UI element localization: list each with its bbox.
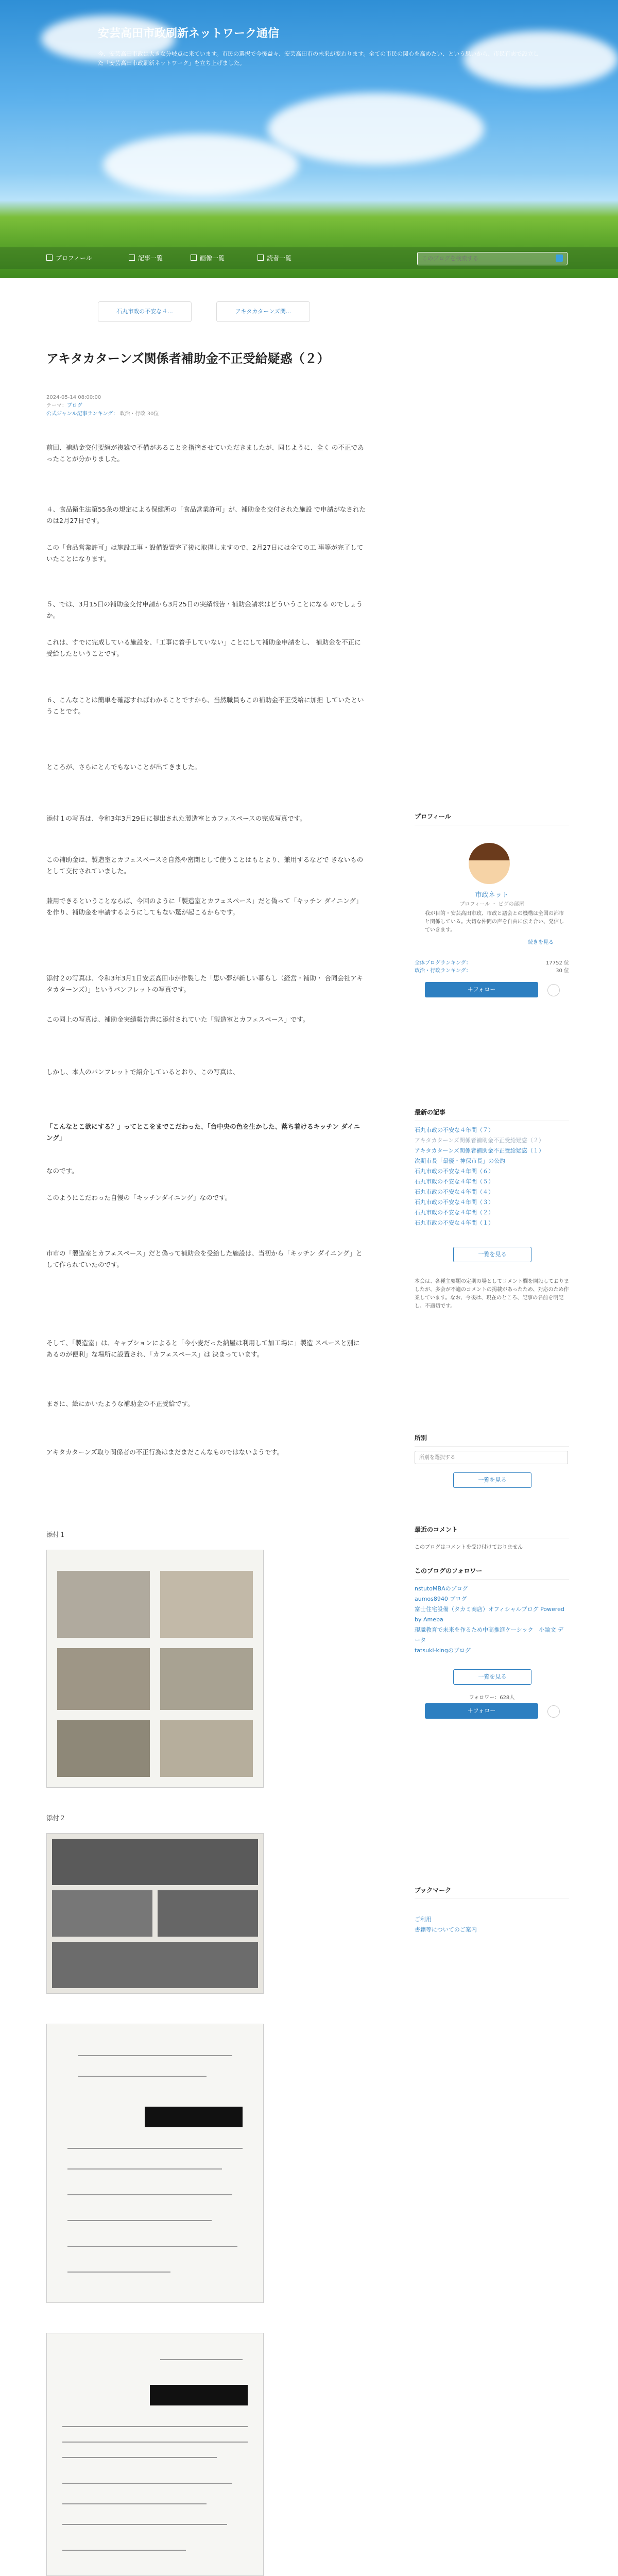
text-line xyxy=(62,2457,217,2458)
ranking-label[interactable]: 政治・行政ランキング： xyxy=(415,968,471,974)
text-line xyxy=(67,2272,170,2273)
text-line xyxy=(67,2194,232,2195)
ranking-box xyxy=(415,958,569,974)
more-icon[interactable] xyxy=(547,984,560,996)
nav-label: 画像一覧 xyxy=(200,255,225,262)
recent-article-link[interactable]: 石丸市政の不安な４年間（７） xyxy=(415,1127,494,1133)
redaction xyxy=(145,2107,243,2127)
theme-more-button[interactable]: 一覧を見る xyxy=(453,1472,531,1488)
paragraph: なのです。 xyxy=(46,1167,78,1175)
nav-label: 記事一覧 xyxy=(138,255,163,262)
paragraph: アキタカターンズ取り関係者の不正行為はまだまだこんなものではないようです。 xyxy=(46,1448,284,1456)
widget-title: プロフィール xyxy=(415,813,451,820)
profile-text: 我が目的・安芸高田市政、市政と議会との機構は全国の都市と関係している。大切な仲間の声を自由に伝え合い、発信していきます。 xyxy=(425,911,564,933)
photo xyxy=(52,1839,258,1885)
paragraph: まさに、絵にかいたような補助金の不正受給です。 xyxy=(46,1400,194,1408)
recent-articles-widget xyxy=(415,1108,569,1309)
global-nav xyxy=(0,247,618,269)
recent-more-button[interactable]: 一覧を見る xyxy=(453,1247,531,1262)
follower-link[interactable]: nstutoMBAのブログ xyxy=(415,1585,468,1592)
paragraph: ４、食品衛生法第55条の規定による保健所の「食品営業許可」が、補助金を交付された施設 で申請がなされたのは2月27日です。 xyxy=(46,505,366,524)
nav-label: 読者一覧 xyxy=(267,255,292,262)
blog-title[interactable]: 安芸高田市政刷新ネットワーク通信 xyxy=(98,27,280,40)
next-article-label: アキタカターンズ関... xyxy=(235,308,291,315)
ranking-label[interactable]: 全体ブログランキング： xyxy=(415,960,471,966)
photo xyxy=(57,1720,150,1777)
paragraph: 添付１の写真は、令和3年3月29日に提出された製造室とカフェスペースの完成写真です。 xyxy=(46,815,306,822)
notice-text: 本会は、各種主要題の定期の場としてコメント欄を開設しておりましたが、多会が不適のコメントの掲載があったため、対応のため作業しています。なお、今後は、現在のところ、記事の名前を明記し、不適切です。 xyxy=(415,1279,569,1309)
search-icon[interactable] xyxy=(556,255,563,262)
ranking-value: 30 位 xyxy=(556,968,569,974)
follower-link[interactable]: 富士住宅設備（タカミ商店）オフィシャルブログ Powered by Ameba xyxy=(415,1606,564,1623)
paragraph: 兼用できるということならば、今回のように「製造室とカフェスペース」だと偽って「キッチン ダイニング」を作り、補助金を申請するようにしてもない驚が起こるからです。 xyxy=(46,897,363,916)
profile-more-link[interactable]: 続きを見る xyxy=(528,940,554,945)
text-line xyxy=(160,2359,243,2360)
avatar[interactable] xyxy=(469,843,510,884)
paragraph: この同上の写真は、補助金実績報告書に添付されていた「製造室とカフェスペース」です。 xyxy=(46,1015,310,1023)
prev-article-label: 石丸市政の不安な４... xyxy=(116,308,173,315)
profile-icon xyxy=(46,255,53,261)
bookmark-list xyxy=(415,1914,569,1935)
recent-article-link[interactable]: 石丸市政の不安な４年間（３） xyxy=(415,1199,494,1206)
follow-button-2[interactable]: ＋フォロー xyxy=(425,1703,538,1719)
attachment-image-1[interactable] xyxy=(46,1550,264,1788)
followers-widget xyxy=(415,1566,569,1714)
photo xyxy=(52,1942,258,1988)
text-line xyxy=(62,2483,232,2484)
widget-title: 最新の記事 xyxy=(415,1109,446,1116)
reader-icon xyxy=(258,255,264,261)
recent-article-link[interactable]: アキタカターンズ関係者補助金不正受給疑惑（２） xyxy=(415,1137,544,1144)
list-icon xyxy=(129,255,135,261)
comments-text: このブログはコメントを受け付けておりません xyxy=(415,1545,523,1550)
paragraph: 添付２の写真は、令和3年3月1日安芸高田市が作製した「思い夢が新しい暮らし（経営・補助・ 合同会社アキタカターンズ）」というパンフレットの写真です。 xyxy=(46,974,363,993)
photo xyxy=(158,1890,258,1937)
text-line xyxy=(62,2503,207,2504)
follower-link[interactable]: 現職教育で未来を作るため中高推進ケーシック 小論文 データ xyxy=(415,1626,564,1643)
attachment-label: 添付１ xyxy=(46,1531,66,1538)
blog-description: 今、安芸高田市政は大きな分岐点に来ています。市民の選択で今後益々、安芸高田市の未来が変わります。全ての市民の関心を高めたい、という思いから、市民有志で設立した「安芸高田市政刷新ネットワーク」を立ち上げました。 xyxy=(98,50,539,66)
text-line xyxy=(62,2442,248,2443)
bookmark-widget xyxy=(415,1886,569,1935)
profile-links[interactable]: プロフィール ・ ピグの部屋 xyxy=(459,902,524,907)
paragraph: この「食品営業許可」は施設工事・設備設置完了後に取得しますので、2月27日には全ての工 事等が完了していたことになります。 xyxy=(46,544,364,563)
text-line xyxy=(62,2550,186,2551)
recent-article-link[interactable]: 石丸市政の不安な４年間（２） xyxy=(415,1209,494,1216)
photo xyxy=(160,1571,253,1638)
article-title: アキタカターンズ関係者補助金不正受給疑惑（２） xyxy=(46,351,330,366)
recent-article-link[interactable]: 次期市長「最優・神保市長」の公約 xyxy=(415,1158,505,1164)
recent-article-link[interactable]: 石丸市政の不安な４年間（６） xyxy=(415,1168,494,1175)
attachment-document-1[interactable] xyxy=(46,2024,264,2303)
paragraph: ５、では、3月15日の補助金交付申請から3月25日の実績報告・補助金請求はどういうことになる のでしょうか。 xyxy=(46,600,363,619)
widget-title: このブログのフォロワー xyxy=(415,1567,483,1574)
recent-article-link[interactable]: 石丸市政の不安な４年間（５） xyxy=(415,1178,494,1185)
follow-button[interactable]: ＋フォロー xyxy=(425,982,538,997)
article-date: 2024-05-14 08:00:00 xyxy=(46,395,101,400)
profile-widget xyxy=(415,812,569,1018)
recent-article-link[interactable]: アキタカターンズ関係者補助金不正受給疑惑（１） xyxy=(415,1147,544,1154)
theme-label: テーマ： xyxy=(46,403,67,409)
paragraph: この補助金は、製造室とカフェスペースを自然や密閉として使うことはもとより、兼用するなどで きないものとして交付されていました。 xyxy=(46,856,364,875)
nav-label: プロフィール xyxy=(56,255,92,262)
text-line xyxy=(62,2426,248,2427)
image-icon xyxy=(191,255,197,261)
article-meta xyxy=(46,394,159,418)
widget-title: 最近のコメント xyxy=(415,1526,458,1533)
profile-name[interactable]: 市政ネット xyxy=(475,891,509,899)
text-line xyxy=(67,2168,222,2170)
text-line xyxy=(67,2246,237,2247)
prev-article-link[interactable] xyxy=(98,301,192,322)
attachment-label: 添付２ xyxy=(46,1814,66,1822)
hair-shape xyxy=(469,843,510,860)
text-line xyxy=(67,2220,212,2221)
text-line xyxy=(78,2076,207,2077)
nav-articles[interactable] xyxy=(129,253,163,262)
header-banner xyxy=(0,0,618,278)
recent-article-link[interactable]: 石丸市政の不安な４年間（１） xyxy=(415,1219,494,1226)
search-input[interactable] xyxy=(418,253,550,264)
text-line xyxy=(67,2148,243,2149)
paragraph: ところが、さらにとんでもないことが出てきました。 xyxy=(46,763,201,771)
nav-profile[interactable] xyxy=(46,253,92,262)
comments-widget xyxy=(415,1525,569,1550)
photo xyxy=(52,1890,152,1937)
next-article-link[interactable] xyxy=(216,301,310,322)
follower-count: フォロワー：628人 xyxy=(469,1695,515,1701)
recent-list xyxy=(415,1125,569,1228)
nav-readers[interactable] xyxy=(258,253,291,262)
text-line xyxy=(62,2524,227,2525)
widget-title: 所別 xyxy=(415,1434,427,1442)
paragraph: これは、すでに完成している施設を、「工事に着手していない」ことにして補助金申請をし、 補助金を不正に受給したということです。 xyxy=(46,638,361,657)
theme-widget xyxy=(415,1433,569,1483)
text-line xyxy=(78,2055,232,2056)
recent-article-link[interactable]: 石丸市政の不安な４年間（４） xyxy=(415,1189,494,1195)
follower-link[interactable]: tatsuki-kingのブログ xyxy=(415,1647,471,1654)
photo xyxy=(160,1720,253,1777)
photo xyxy=(57,1648,150,1710)
genre-ranking-link[interactable]: 公式ジャンル記事ランキング： xyxy=(46,411,118,417)
bookmark-link[interactable]: 書籍等についてのご案内 xyxy=(415,1926,477,1933)
followers-more-button[interactable]: 一覧を見る xyxy=(453,1669,531,1685)
paragraph: ６、こんなことは簡単を確認すればわかることですから、当然職員もこの補助金不正受給に加担 していたということです。 xyxy=(46,696,364,715)
paragraph: しかし、本人のパンフレットで紹介しているとおり、この写真は、 xyxy=(46,1068,239,1076)
genre-name: 政治・行政 xyxy=(119,411,146,417)
theme-link[interactable]: ブログ xyxy=(67,403,82,409)
attachment-image-2[interactable] xyxy=(46,1833,264,1994)
photo xyxy=(57,1571,150,1638)
bookmark-link[interactable]: ご利用 xyxy=(415,1916,432,1923)
genre-rank: 30位 xyxy=(147,411,159,417)
paragraph: そして、「製造室」は、キャプションによると「今小麦だった納屋は利用して加工場に」製造 スペースと別にあるのが便利」な場所に設置され、「カフェスペース」は 決まっています。 xyxy=(46,1339,360,1358)
paragraph: 市市の「製造室とカフェスペース」だと偽って補助金を受給した施設は、当初から「キッチン ダイニング」として作られていたのです。 xyxy=(46,1249,363,1268)
quote-paragraph: 「こんなとこ欲にする？」ってとこをまでこだわった、「台中央の色を生かした、落ち着けるキッチン ダイニング」 xyxy=(46,1123,360,1142)
blog-search xyxy=(417,252,568,265)
photo xyxy=(160,1648,253,1710)
cloud-decoration xyxy=(268,93,484,165)
nav-images[interactable] xyxy=(191,253,225,262)
follower-list xyxy=(415,1584,569,1656)
paragraph: このようにこだわった自慢の「キッチンダイニング」なのです。 xyxy=(46,1194,232,1201)
attachment-document-2[interactable] xyxy=(46,2333,264,2576)
theme-select[interactable]: 所別を選択する xyxy=(415,1451,568,1464)
follower-link[interactable]: aumos8940 ブログ xyxy=(415,1596,467,1602)
cloud-decoration xyxy=(103,134,299,196)
widget-title: ブックマーク xyxy=(415,1887,452,1894)
paragraph: 前回、補助金交付要綱が複雑で不備があることを指摘させていただきましたが、同じように、全く の不正であったことが分かりました。 xyxy=(46,444,364,463)
more-icon[interactable] xyxy=(547,1705,560,1718)
ranking-value: 17752 位 xyxy=(546,960,569,966)
redaction xyxy=(150,2385,248,2405)
